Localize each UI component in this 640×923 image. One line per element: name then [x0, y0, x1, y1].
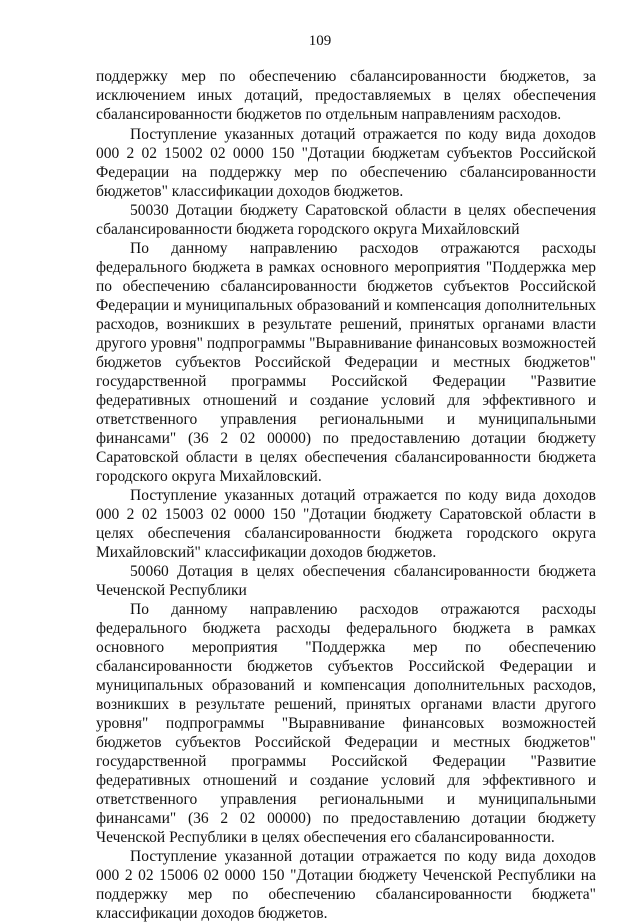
paragraph-income-code-15002: Поступление указанных дотаций отражается по коду вида доходов 000 2 02 15002 02 0000 150 "Дотации бюджетам субъектов Российской Федерации на поддержку мер по обеспечению сбалансированности бюджетов" классификации доходов бюджетов. [96, 126, 596, 200]
paragraph-income-code-15003: Поступление указанных дотаций отражается по коду вида доходов 000 2 02 15003 02 0000 150 "Дотации бюджету Саратовской области в целях обеспечения сбалансированности бюджета городского округа Михайловский" классификации доходов бюджетов. [96, 487, 596, 561]
paragraph-income-code-15006: Поступление указанной дотации отражается по коду вида доходов 000 2 02 15006 02 0000 150 "Дотации бюджету Чеченской Республики на поддержку мер по обеспечению сбалансированности бюджета" классификации доходов бюджетов. [96, 848, 596, 922]
heading-50060: 50060 Дотация в целях обеспечения сбалансированности бюджета Чеченской Республики [96, 563, 596, 599]
paragraph-50030-description: По данному направлению расходов отражаются расходы федерального бюджета в рамках основного мероприятия "Поддержка мер по обеспечению сбалансированности бюджетов субъектов Российской Федерации и муниципальных образований и компенсация дополнительных расходов, возникших в результате решений, принятых органами власти другого уровня" подпрограммы "Выравнивание финансовых возможностей бюджетов субъектов Российской Федерации и местных бюджетов" государственной программы Российской Федерации "Развитие федеративных отношений и создание условий для эффективного и ответственного управления региональными и муниципальными финансами" (36 2 02 00000) по предоставлению дотации бюджету Саратовской области в целях обеспечения сбалансированности бюджета городского округа Михайловский. [96, 240, 596, 485]
paragraph-continuation: поддержку мер по обеспечению сбалансированности бюджетов, за исключением иных дотаций, предоставляемых в целях обеспечения сбалансированности бюджетов по отдельным направлениям расходов. [96, 68, 596, 123]
document-body [96, 67, 596, 923]
page-number: 109 [308, 33, 332, 49]
heading-50030: 50030 Дотации бюджету Саратовской области в целях обеспечения сбалансированности бюджета городского округа Михайловский [96, 202, 596, 238]
paragraph-50060-description: По данному направлению расходов отражаются расходы федерального бюджета расходы федерального бюджета в рамках основного мероприятия "Поддержка мер по обеспечению сбалансированности бюджетов субъектов Российской Федерации и муниципальных образований и компенсация дополнительных расходов, возникших в результате решений, принятых органами власти другого уровня" подпрограммы "Выравнивание финансовых возможностей бюджетов субъектов Российской Федерации и местных бюджетов" государственной программы Российской Федерации "Развитие федеративных отношений и создание условий для эффективного и ответственного управления региональными и муниципальными финансами" (36 2 02 00000) по предоставлению дотации бюджету Чеченской Республики в целях обеспечения его сбалансированности. [96, 601, 596, 846]
